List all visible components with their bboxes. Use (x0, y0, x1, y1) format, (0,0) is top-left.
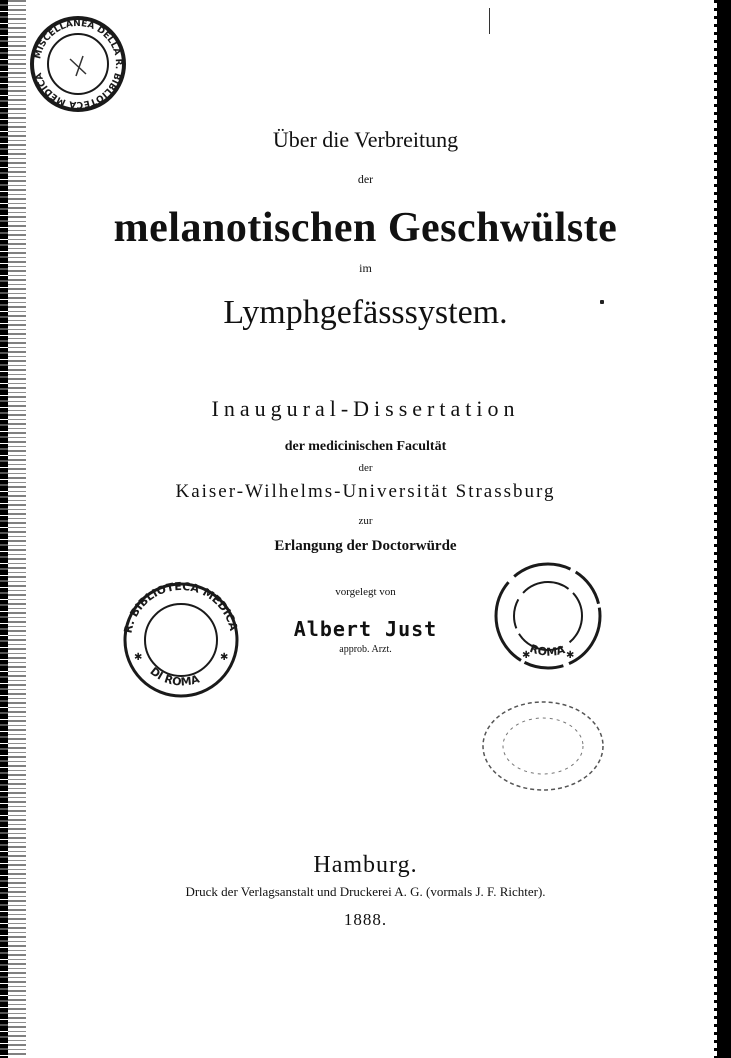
stamp-left-text-top: R. BIBLIOTECA MEDICA (121, 579, 241, 635)
svg-text:✱: ✱ (522, 650, 531, 661)
stamp-right-text: ROMA (528, 641, 567, 659)
publication-year: 1888. (343, 910, 388, 929)
title-line-im: im (359, 261, 372, 275)
purpose-line: Erlangung der Doctorwürde (274, 538, 457, 554)
title-line-lymph: Lymphgefässsystem. (223, 294, 508, 331)
scan-tick-mark (489, 8, 490, 34)
library-stamp-right (492, 560, 604, 672)
faint-oval-stamp (478, 696, 608, 796)
printer-line: Druck der Verlagsanstalt und Druckerei A. G. (vormals J. F. Richter). (185, 884, 546, 899)
dissertation-type: Inaugural-Dissertation (211, 396, 520, 421)
university-line: Kaiser-Wilhelms-Universität Strassburg (175, 481, 556, 502)
presented-by-line: vorgelegt von (335, 586, 396, 598)
author-title: approb. Arzt. (339, 644, 392, 655)
title-line-der-2: der (358, 462, 373, 474)
faculty-line: der medicinischen Facultät (284, 439, 447, 454)
stamp-left-text-bottom: DI ROMA (147, 664, 202, 689)
author-name: Albert Just (293, 617, 438, 641)
title-line-der: der (357, 172, 374, 186)
main-title: melanotischen Geschwülste (113, 205, 618, 251)
svg-text:✱: ✱ (220, 652, 229, 663)
library-stamp-top-left (28, 14, 128, 114)
stamp-top-left-text: MISCELLANEA DELLA R. BIBLIOTECA MEDICA (33, 18, 124, 110)
title-line-uber: Über die Verbreitung (272, 127, 459, 152)
publication-city: Hamburg. (313, 852, 418, 878)
svg-text:DI ROMA (147, 665, 201, 689)
title-line-zur: zur (358, 515, 373, 527)
svg-text:✱: ✱ (134, 652, 143, 663)
svg-text:✱: ✱ (566, 650, 575, 661)
